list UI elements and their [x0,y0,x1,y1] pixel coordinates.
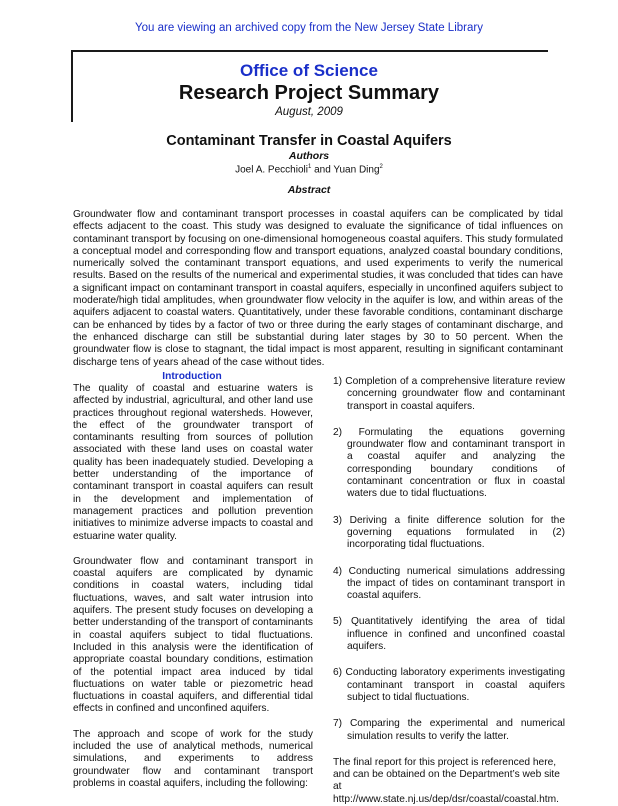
publication-date: August, 2009 [275,106,343,118]
task-item-4: 4) Conducting numerical simulations addressing the impact of tides on contaminant transport in coastal aquifers. [333,565,565,602]
author-2-mark: 2 [379,164,383,170]
task-item-6: 6) Conducting laboratory experiments investigating contaminant transport in coastal aquifers subject to tidal fluctuations. [333,667,565,703]
authors-line [0,164,618,175]
archive-notice: You are viewing an archived copy from the New Jersey State Library [135,22,483,34]
introduction-heading: Introduction [162,371,222,382]
abstract-heading: Abstract [287,184,331,196]
task-item-3: 3) Deriving a finite difference solution for the governing equations formulated in (2) incorporating tidal fluctuations. [333,514,565,551]
final-report-note: The final report for this project is referenced here, and can be obtained on the Department’s web site at http://www.state.nj.us/dep/dsr/coastal/coastal.htm. [333,756,560,805]
author-2: Yuan Ding [333,164,380,176]
author-1: Joel A. Pecchioli [235,164,308,176]
author-separator: and [311,164,334,176]
author-1-mark: 1 [307,164,312,170]
intro-paragraph-3: The approach and scope of work for the study included the use of analytical methods, numerical simulations, and experiments to address groundwater flow and contaminant transport problems in coastal aquifers, including the following: [73,728,313,789]
task-item-2: 2) Formulating the equations governing groundwater flow and contaminant transport in a coastal aquifer and analyzing the corresponding boundary conditions of contaminant concentration or flux in coastal waters due to tidal fluctuations. [333,426,565,500]
intro-paragraph-1: The quality of coastal and estuarine waters is affected by industrial, agricultural, and other land use practices throughout regional watersheds. However, the effect of the groundwater transport of contaminants resulting from sources of pollution associated with these land uses on coastal water quality has been inadequately studied. Developing a better understanding of the importance of contaminant transport in coastal aquifers can result in the development and implementation of management practices and pollution prevention initiatives to minimize adverse impacts to coastal and estuarine water quality. [73,383,313,542]
authors-heading: Authors [288,150,330,162]
scope-column [333,376,565,806]
office-heading: Office of Science [240,61,378,80]
intro-paragraph-2: Groundwater flow and contaminant transport in coastal aquifers are complicated by dynamic conditions in coastal waters, including tidal fluctuations, waves, and salt water intrusion into aquifers. The present study focuses on developing a better understanding of the transport of contaminants in coastal aquifers subject to tidal fluctuations. Included in this analysis were the identification of appropriate coastal boundary conditions, estimation of the potential impact area induced by tidal fluctuations on water table or piezometric head fluctuations in coastal aquifers, and differential tidal effects in confined and unconfined aquifers. [73,555,313,715]
abstract-text: Groundwater flow and contaminant transport processes in coastal aquifers can be complicated by tidal effects adjacent to the coast. This study was designed to evaluate the significance of tidal influences on contaminant transport by focusing on one-dimensional homogeneous coastal aquifers. This study formulated a conceptual model and corresponding flow and transport equations, analyzed coastal boundary conditions, numerically solved the contaminant transport equations, and used experiments to verify the numerical results. Based on the results of the numerical and experimental studies, it was concluded that tides can have a significant impact on contaminant transport in coastal aquifers, especially in unconfined aquifers subject to moderate/high tidal amplitudes, when groundwater flow velocity in the aquifer is low, and within areas of the aquifers adjacent to coastal waters. Quantitatively, under these favorable conditions, contaminant discharge can be enhanced by tides by a factor of two or three during the early stages of contaminant discharge, and the enhanced discharge can still be substantial during later stages by 30 to 50 percent. When the groundwater flow is close to stagnant, the tidal impact is most apparent, resulting in significant contaminant discharge tens of years ahead of the case without tides. [73,209,563,368]
task-item-1: 1) Completion of a comprehensive literature review concerning groundwater flow and contaminant transport in coastal aquifers. [333,376,565,412]
task-list [333,376,565,743]
paper-title: Contaminant Transfer in Coastal Aquifers [166,133,452,149]
document-title: Research Project Summary [178,82,440,104]
task-item-7: 7) Comparing the experimental and numerical simulation results to verify the latter. [333,718,565,742]
task-item-5: 5) Quantitatively identifying the area of tidal influence in confined and unconfined coastal aquifers. [333,616,565,653]
introduction-column [73,383,313,803]
